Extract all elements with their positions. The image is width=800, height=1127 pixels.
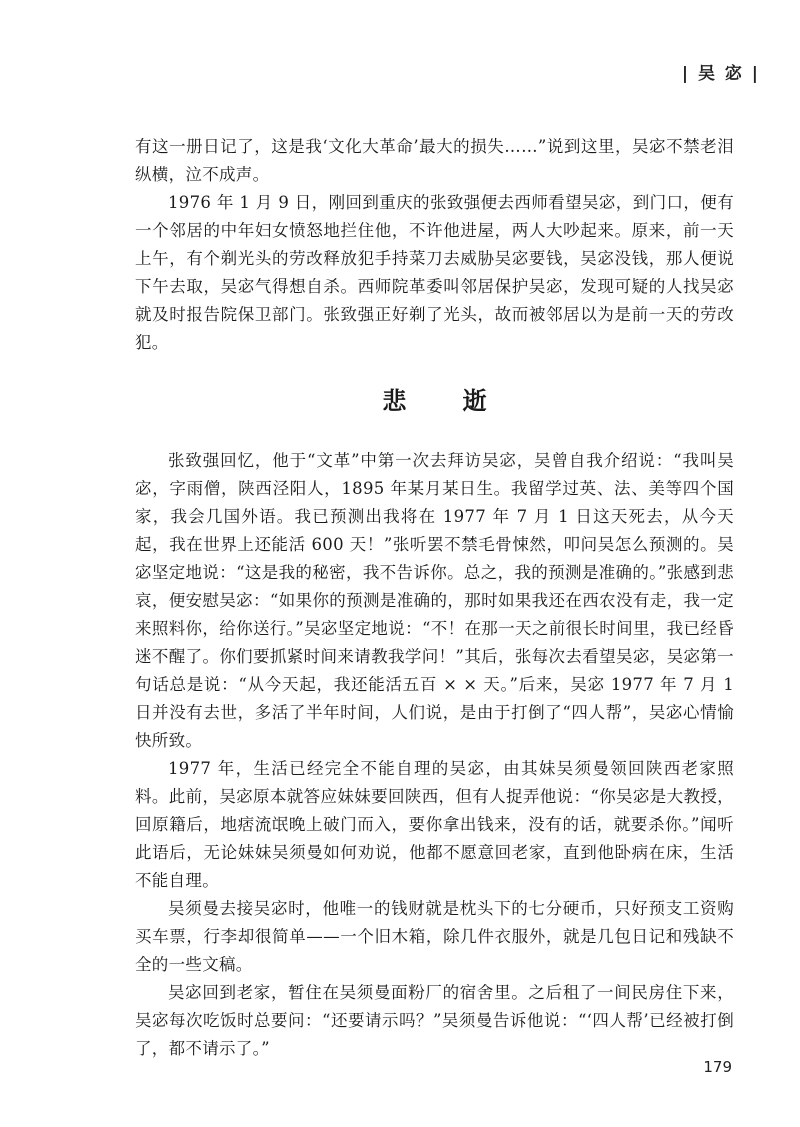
page-number: 179 xyxy=(703,1058,732,1076)
body-text xyxy=(135,133,734,1063)
paragraph: 1976 年 1 月 9 日，刚回到重庆的张致强便去西师看望吴宓，到门口，便有一个邻居的中年妇女愤怒地拦住他，不许他进屋，两人大吵起来。原来，前一天上午，有个剃光头的劳改释放犯手持菜刀去威胁吴宓要钱，吴宓没钱，那人便说下午去取，吴宓气得想自杀。西师院革委叫邻居保护吴宓，发现可疑的人找吴宓就及时报告院保卫部门。张致强正好剃了光头，故而被邻居以为是前一天的劳改犯。 xyxy=(135,193,734,352)
paragraph: 吴须曼去接吴宓时，他唯一的钱财就是枕头下的七分硬币，只好预支工资购买车票，行李却很简单——一个旧木箱，除几件衣服外，就是几包日记和残缺不全的一些文稿。 xyxy=(135,899,734,974)
running-header: | 吴 宓 | xyxy=(681,64,760,84)
paragraph: 张致强回忆，他于“文革”中第一次去拜访吴宓，吴曾自我介绍说：“我叫吴宓，字雨僧，陕西泾阳人，1895 年某月某日生。我留学过英、法、美等四个国家，我会几国外语。我已预测出我将在 1977 年 7 月 1 日这天死去，从今天起，我在世界上还能活 600 天！”张听罢不禁毛骨悚然，叩问吴怎么预测的。吴宓坚定地说：“这是我的秘密，我不告诉你。总之，我的预测是准确的。”张感到悲哀，便安慰吴宓：“如果你的预测是准确的，那时如果我还在西农没有走，我一定来照料你，给你送行。”吴宓坚定地说：“不！在那一天之前很长时间里，我已经昏迷不醒了。你们要抓紧时间来请教我学问！”其后，张每次去看望吴宓，吴宓第一句话总是说：“从今天起，我还能活五百 × × 天。”后来，吴宓 1977 年 7 月 1 日并没有去世，多活了半年时间，人们说，是由于打倒了“四人帮”，吴宓心情愉快所致。 xyxy=(135,451,734,750)
paragraph: 吴宓回到老家，暂住在吴须曼面粉厂的宿舍里。之后租了一间民房住下来，吴宓每次吃饭时总要问：“还要请示吗？”吴须曼告诉他说：“‘四人帮’已经被打倒了，都不请示了。” xyxy=(135,983,734,1058)
paragraph: 1977 年，生活已经完全不能自理的吴宓，由其妹吴须曼领回陕西老家照料。此前，吴宓原本就答应妹妹要回陕西，但有人捉弄他说：“你吴宓是大教授，回原籍后，地痞流氓晚上破门而入，要你拿出钱来，没有的话，就要杀你。”闻听此语后，无论妹妹吴须曼如何劝说，他都不愿意回老家，直到他卧病在床，生活不能自理。 xyxy=(135,759,734,890)
section-title: 悲 逝 xyxy=(382,386,511,415)
paragraph: 有这一册日记了，这是我‘文化大革命’最大的损失……”说到这里，吴宓不禁老泪纵横，泣不成声。 xyxy=(135,137,734,184)
